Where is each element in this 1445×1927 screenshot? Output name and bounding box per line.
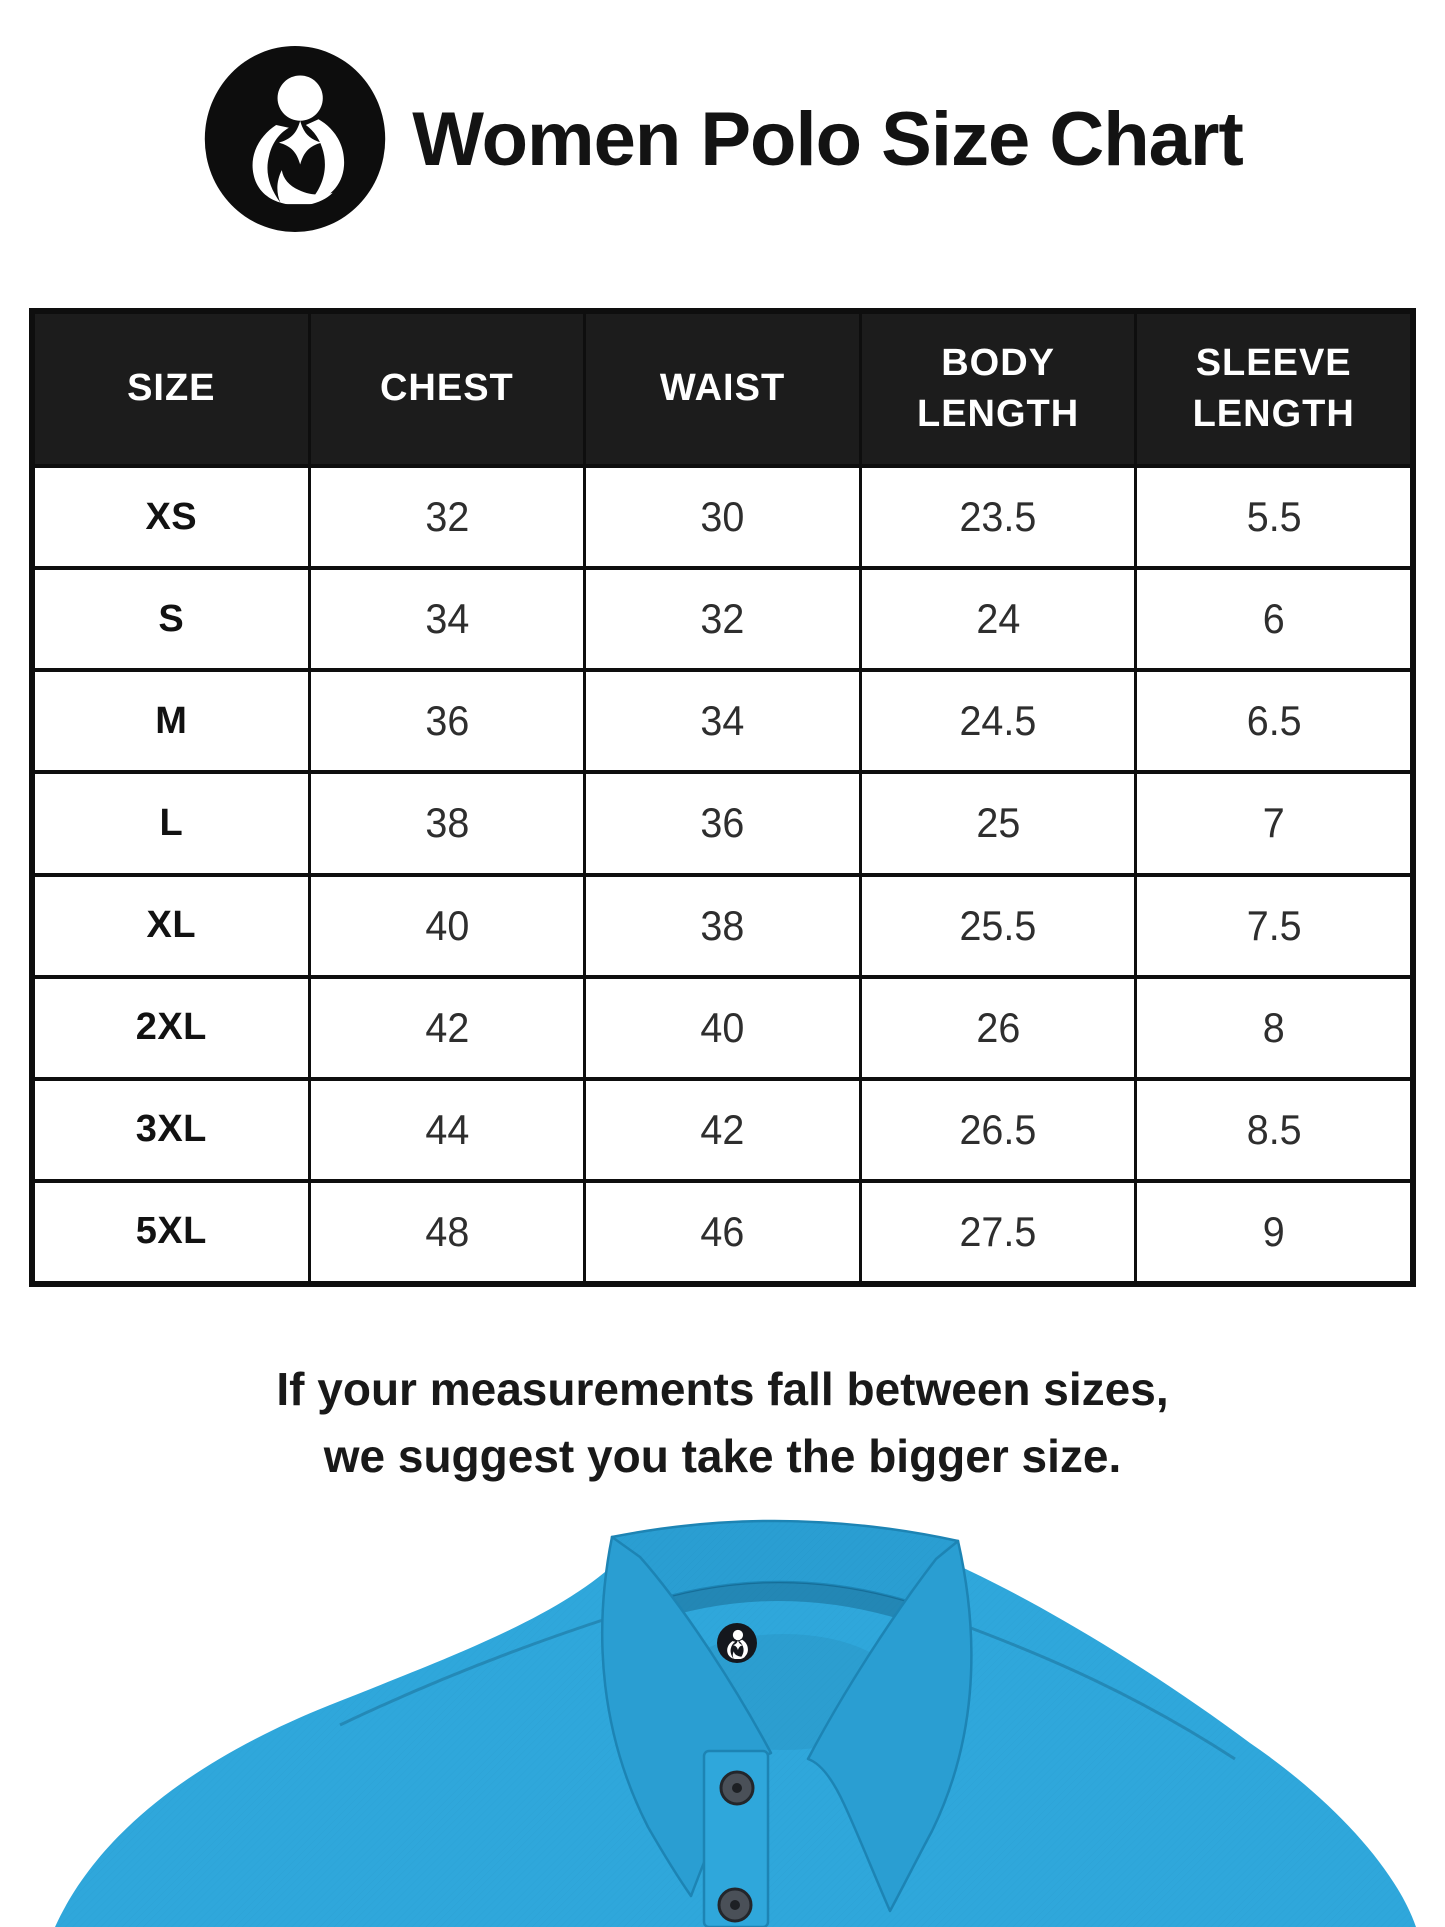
sizing-note-line2: we suggest you take the bigger size.: [323, 1429, 1122, 1482]
collar-brand-tag: [717, 1623, 757, 1663]
column-header-sleeve-length: SLEEVE LENGTH: [1137, 314, 1410, 464]
value-cell: 26.5: [862, 1081, 1135, 1179]
value-cell: 42: [311, 979, 584, 1077]
value-cell: 48: [311, 1183, 584, 1281]
value-cell: 36: [311, 672, 584, 770]
value-cell: 42: [586, 1081, 859, 1179]
column-header-body-length: BODY LENGTH: [862, 314, 1135, 464]
brand-header: [0, 42, 1445, 236]
placket-button-bottom: [719, 1889, 751, 1921]
value-cell: 32: [586, 570, 859, 668]
value-cell: 23.5: [862, 468, 1135, 566]
value-cell: 24.5: [862, 672, 1135, 770]
value-cell: 7.5: [1137, 877, 1410, 975]
value-cell: 7: [1137, 774, 1410, 872]
value-cell: 25.5: [862, 877, 1135, 975]
value-cell: 34: [586, 672, 859, 770]
placket-button-top: [721, 1772, 753, 1804]
value-cell: 27.5: [862, 1183, 1135, 1281]
value-cell: 46: [586, 1183, 859, 1281]
size-cell-s: S: [35, 570, 308, 668]
value-cell: 25: [862, 774, 1135, 872]
size-cell-3xl: 3XL: [35, 1081, 308, 1179]
size-cell-l: L: [35, 774, 308, 872]
value-cell: 38: [586, 877, 859, 975]
value-cell: 44: [311, 1081, 584, 1179]
value-cell: 40: [586, 979, 859, 1077]
value-cell: 34: [311, 570, 584, 668]
value-cell: 5.5: [1137, 468, 1410, 566]
size-cell-m: M: [35, 672, 308, 770]
value-cell: 9: [1137, 1183, 1410, 1281]
polo-shirt-image: [0, 1497, 1445, 1927]
value-cell: 6: [1137, 570, 1410, 668]
column-header-chest: CHEST: [311, 314, 584, 464]
size-cell-2xl: 2XL: [35, 979, 308, 1077]
column-header-waist: WAIST: [586, 314, 859, 464]
sizing-note-line1: If your measurements fall between sizes,: [276, 1363, 1169, 1415]
brand-logo-icon: [202, 42, 388, 236]
size-chart-table: [29, 308, 1416, 1287]
value-cell: 30: [586, 468, 859, 566]
column-header-size: SIZE: [35, 314, 308, 464]
value-cell: 6.5: [1137, 672, 1410, 770]
sizing-note: [0, 1356, 1445, 1489]
page-title: Women Polo Size Chart: [412, 96, 1243, 182]
size-cell-xl: XL: [35, 877, 308, 975]
value-cell: 36: [586, 774, 859, 872]
value-cell: 8: [1137, 979, 1410, 1077]
value-cell: 38: [311, 774, 584, 872]
value-cell: 24: [862, 570, 1135, 668]
value-cell: 26: [862, 979, 1135, 1077]
value-cell: 40: [311, 877, 584, 975]
size-cell-xs: XS: [35, 468, 308, 566]
value-cell: 32: [311, 468, 584, 566]
size-cell-5xl: 5XL: [35, 1183, 308, 1281]
value-cell: 8.5: [1137, 1081, 1410, 1179]
